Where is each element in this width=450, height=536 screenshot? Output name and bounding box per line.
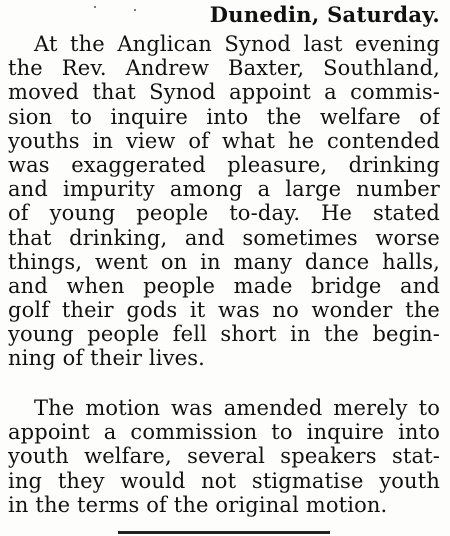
text-line: appoint a commission to inquire into — [8, 420, 440, 445]
article-paragraph-2 — [8, 396, 440, 517]
text-line: ing they would not stigmatise youth — [8, 468, 440, 493]
text-line: and when people made bridge and — [8, 273, 440, 298]
article-paragraph-1 — [8, 32, 440, 371]
text-line: moved that Synod appoint a commis- — [8, 80, 440, 105]
column-rule — [118, 531, 330, 534]
text-line: young people fell short in the begin- — [8, 322, 440, 347]
print-specks — [88, 0, 148, 14]
text-line: that drinking, and sometimes worse — [8, 225, 440, 250]
text-line: The motion was amended merely to — [34, 396, 440, 420]
text-line: At the Anglican Synod last evening — [34, 32, 440, 56]
text-line: youth welfare, several speakers stat- — [8, 444, 440, 469]
text-line: things, went on in many dance halls, — [8, 249, 440, 274]
text-line: and impurity among a large number — [8, 177, 440, 202]
text-line: ning of their lives. — [8, 346, 205, 371]
text-line: golf their gods it was no wonder the — [8, 298, 440, 323]
text-line: sion to inquire into the welfare of — [8, 104, 440, 129]
ink-speck — [94, 6, 96, 8]
ink-speck — [134, 9, 136, 11]
text-line: was exaggerated pleasure, drinking — [8, 152, 440, 177]
text-line: in the terms of the original motion. — [8, 492, 388, 517]
text-line: of young people to-day. He stated — [8, 201, 440, 226]
dateline: Dunedin, Saturday. — [209, 2, 440, 27]
text-line: the Rev. Andrew Baxter, Southland, — [8, 56, 440, 81]
text-line: youths in view of what he contended — [8, 128, 440, 153]
